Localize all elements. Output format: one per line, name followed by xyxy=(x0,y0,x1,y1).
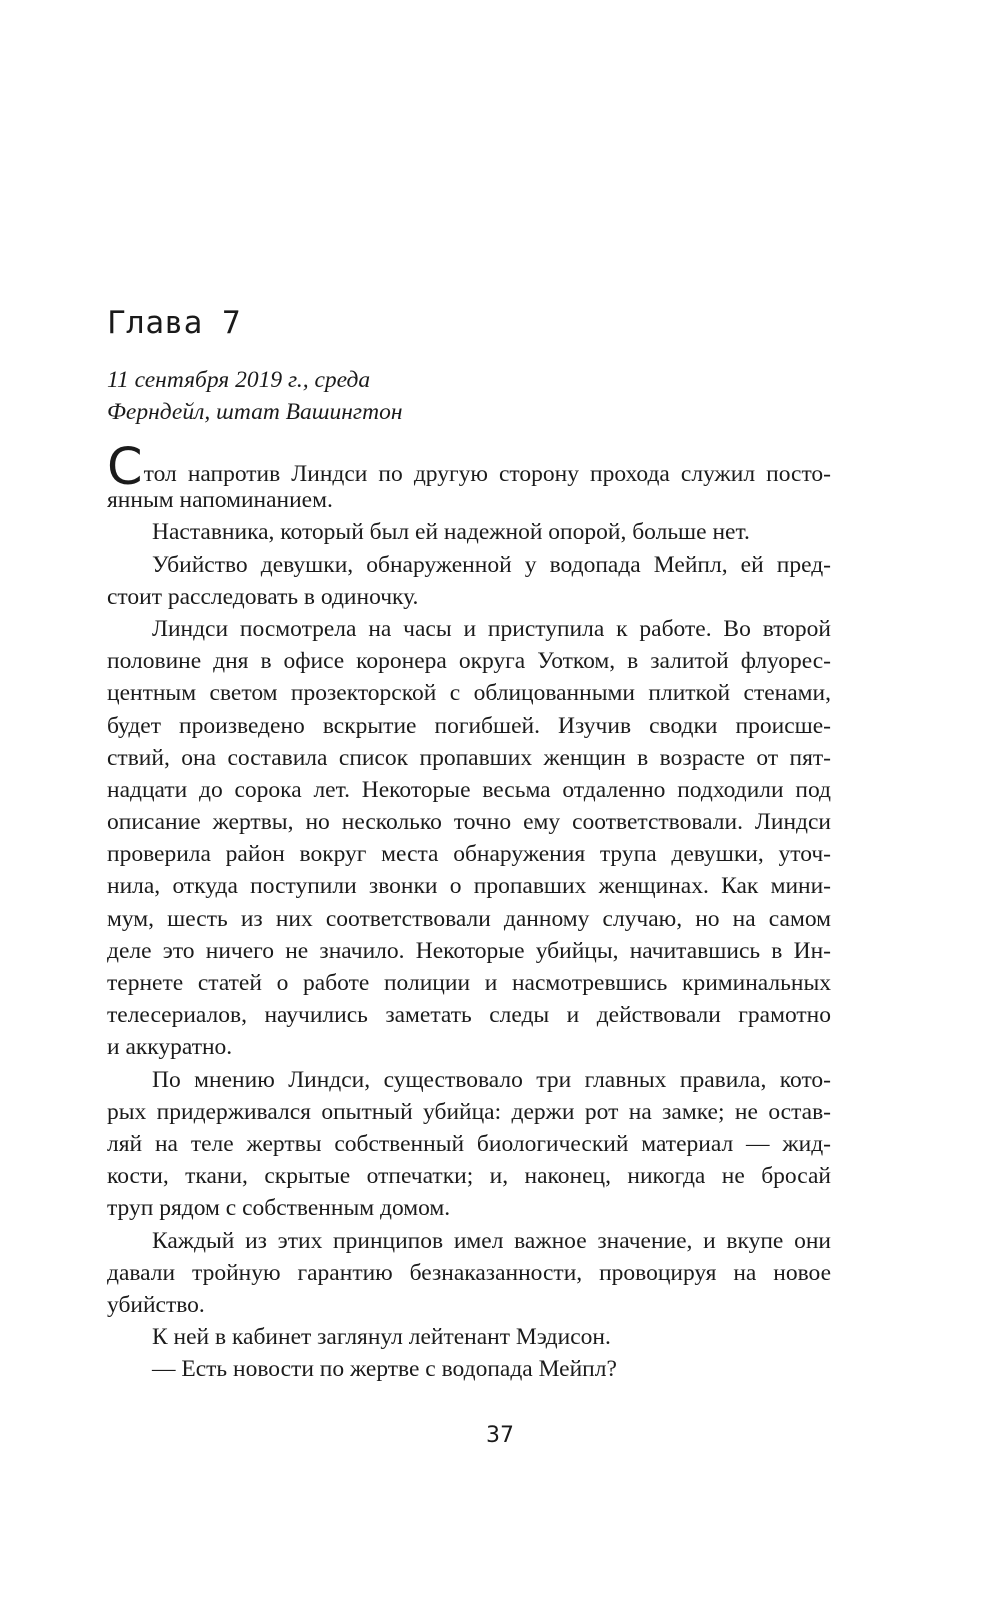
text-line-24: труп рядом с собственным домом. xyxy=(107,1195,451,1222)
text-line-1 xyxy=(107,438,831,497)
text-line-12: описание жертвы, но несколько точно ему соответствовали. Линдси xyxy=(107,809,831,836)
text-line-8: центным светом прозекторской с облицованными плиткой стенами, xyxy=(107,680,831,707)
text-line-27: убийство. xyxy=(107,1291,205,1318)
chapter-title: Глава 7 xyxy=(107,305,242,341)
text-line-10: ствий, она составила список пропавших женщин в возрасте от пят- xyxy=(107,744,831,771)
text-line-3: Наставника, который был ей надежной опорой, больше нет. xyxy=(152,519,750,546)
chapter-location: Ферндейл, штат Вашингтон xyxy=(107,399,403,425)
text-line-18: телесериалов, научились заметать следы и действовали грамотно xyxy=(107,1002,831,1029)
text-line-7: половине дня в офисе коронера округа Уотком, в залитой флуорес- xyxy=(107,648,831,675)
text-line-17: тернете статей о работе полиции и насмотревшись криминальных xyxy=(107,970,831,996)
text-line-6: Линдси посмотрела на часы и приступила к работе. Во второй xyxy=(152,615,831,642)
body-text xyxy=(107,438,831,1385)
text-line-28: К ней в кабинет заглянул лейтенант Мэдисон. xyxy=(152,1324,611,1351)
text-line-25: Каждый из этих принципов имел важное значение, и вкупе они xyxy=(152,1227,831,1254)
text-line-21: рых придерживался опытный убийца: держи рот на замке; не остав- xyxy=(107,1098,831,1125)
text-line-16: деле это ничего не значило. Некоторые убийцы, начитавшись в Ин- xyxy=(107,937,831,964)
text-line-1-content: тол напротив Линдси по другую сторону прохода служил посто- xyxy=(143,461,831,487)
text-line-9: будет произведено вскрытие погибшей. Изучив сводки происше- xyxy=(107,712,831,739)
chapter-date: 11 сентября 2019 г., среда xyxy=(107,367,371,393)
text-line-2: янным напоминанием. xyxy=(107,487,333,514)
chapter-dateline xyxy=(107,364,867,428)
text-line-11: надцати до сорока лет. Некоторые весьма отдаленно подходили под xyxy=(107,776,831,803)
text-line-4: Убийство девушки, обнаруженной у водопада Мейпл, ей пред- xyxy=(152,551,831,578)
text-line-14: нила, откуда поступили звонки о пропавших женщинах. Как мини- xyxy=(107,873,831,900)
text-line-26: давали тройную гарантию безнаказанности, провоцируя на новое xyxy=(107,1259,831,1286)
page-number: 37 xyxy=(486,1423,514,1448)
text-line-15: мум, шесть из них соответствовали данному случаю, но на самом xyxy=(107,905,831,932)
text-line-19: и аккуратно. xyxy=(107,1034,233,1061)
text-line-20: По мнению Линдси, существовало три главных правила, кото- xyxy=(152,1066,831,1093)
text-line-29: — Есть новости по жертве с водопада Мейпл? xyxy=(152,1356,617,1383)
text-line-23: кости, ткани, скрытые отпечатки; и, наконец, никогда не бросай xyxy=(107,1163,831,1190)
text-line-22: ляй на теле жертвы собственный биологический материал — жид- xyxy=(107,1130,831,1157)
text-line-13: проверила район вокруг места обнаружения трупа девушки, уточ- xyxy=(107,841,831,868)
text-line-5: стоит расследовать в одиночку. xyxy=(107,583,419,610)
drop-cap: С xyxy=(107,438,143,497)
